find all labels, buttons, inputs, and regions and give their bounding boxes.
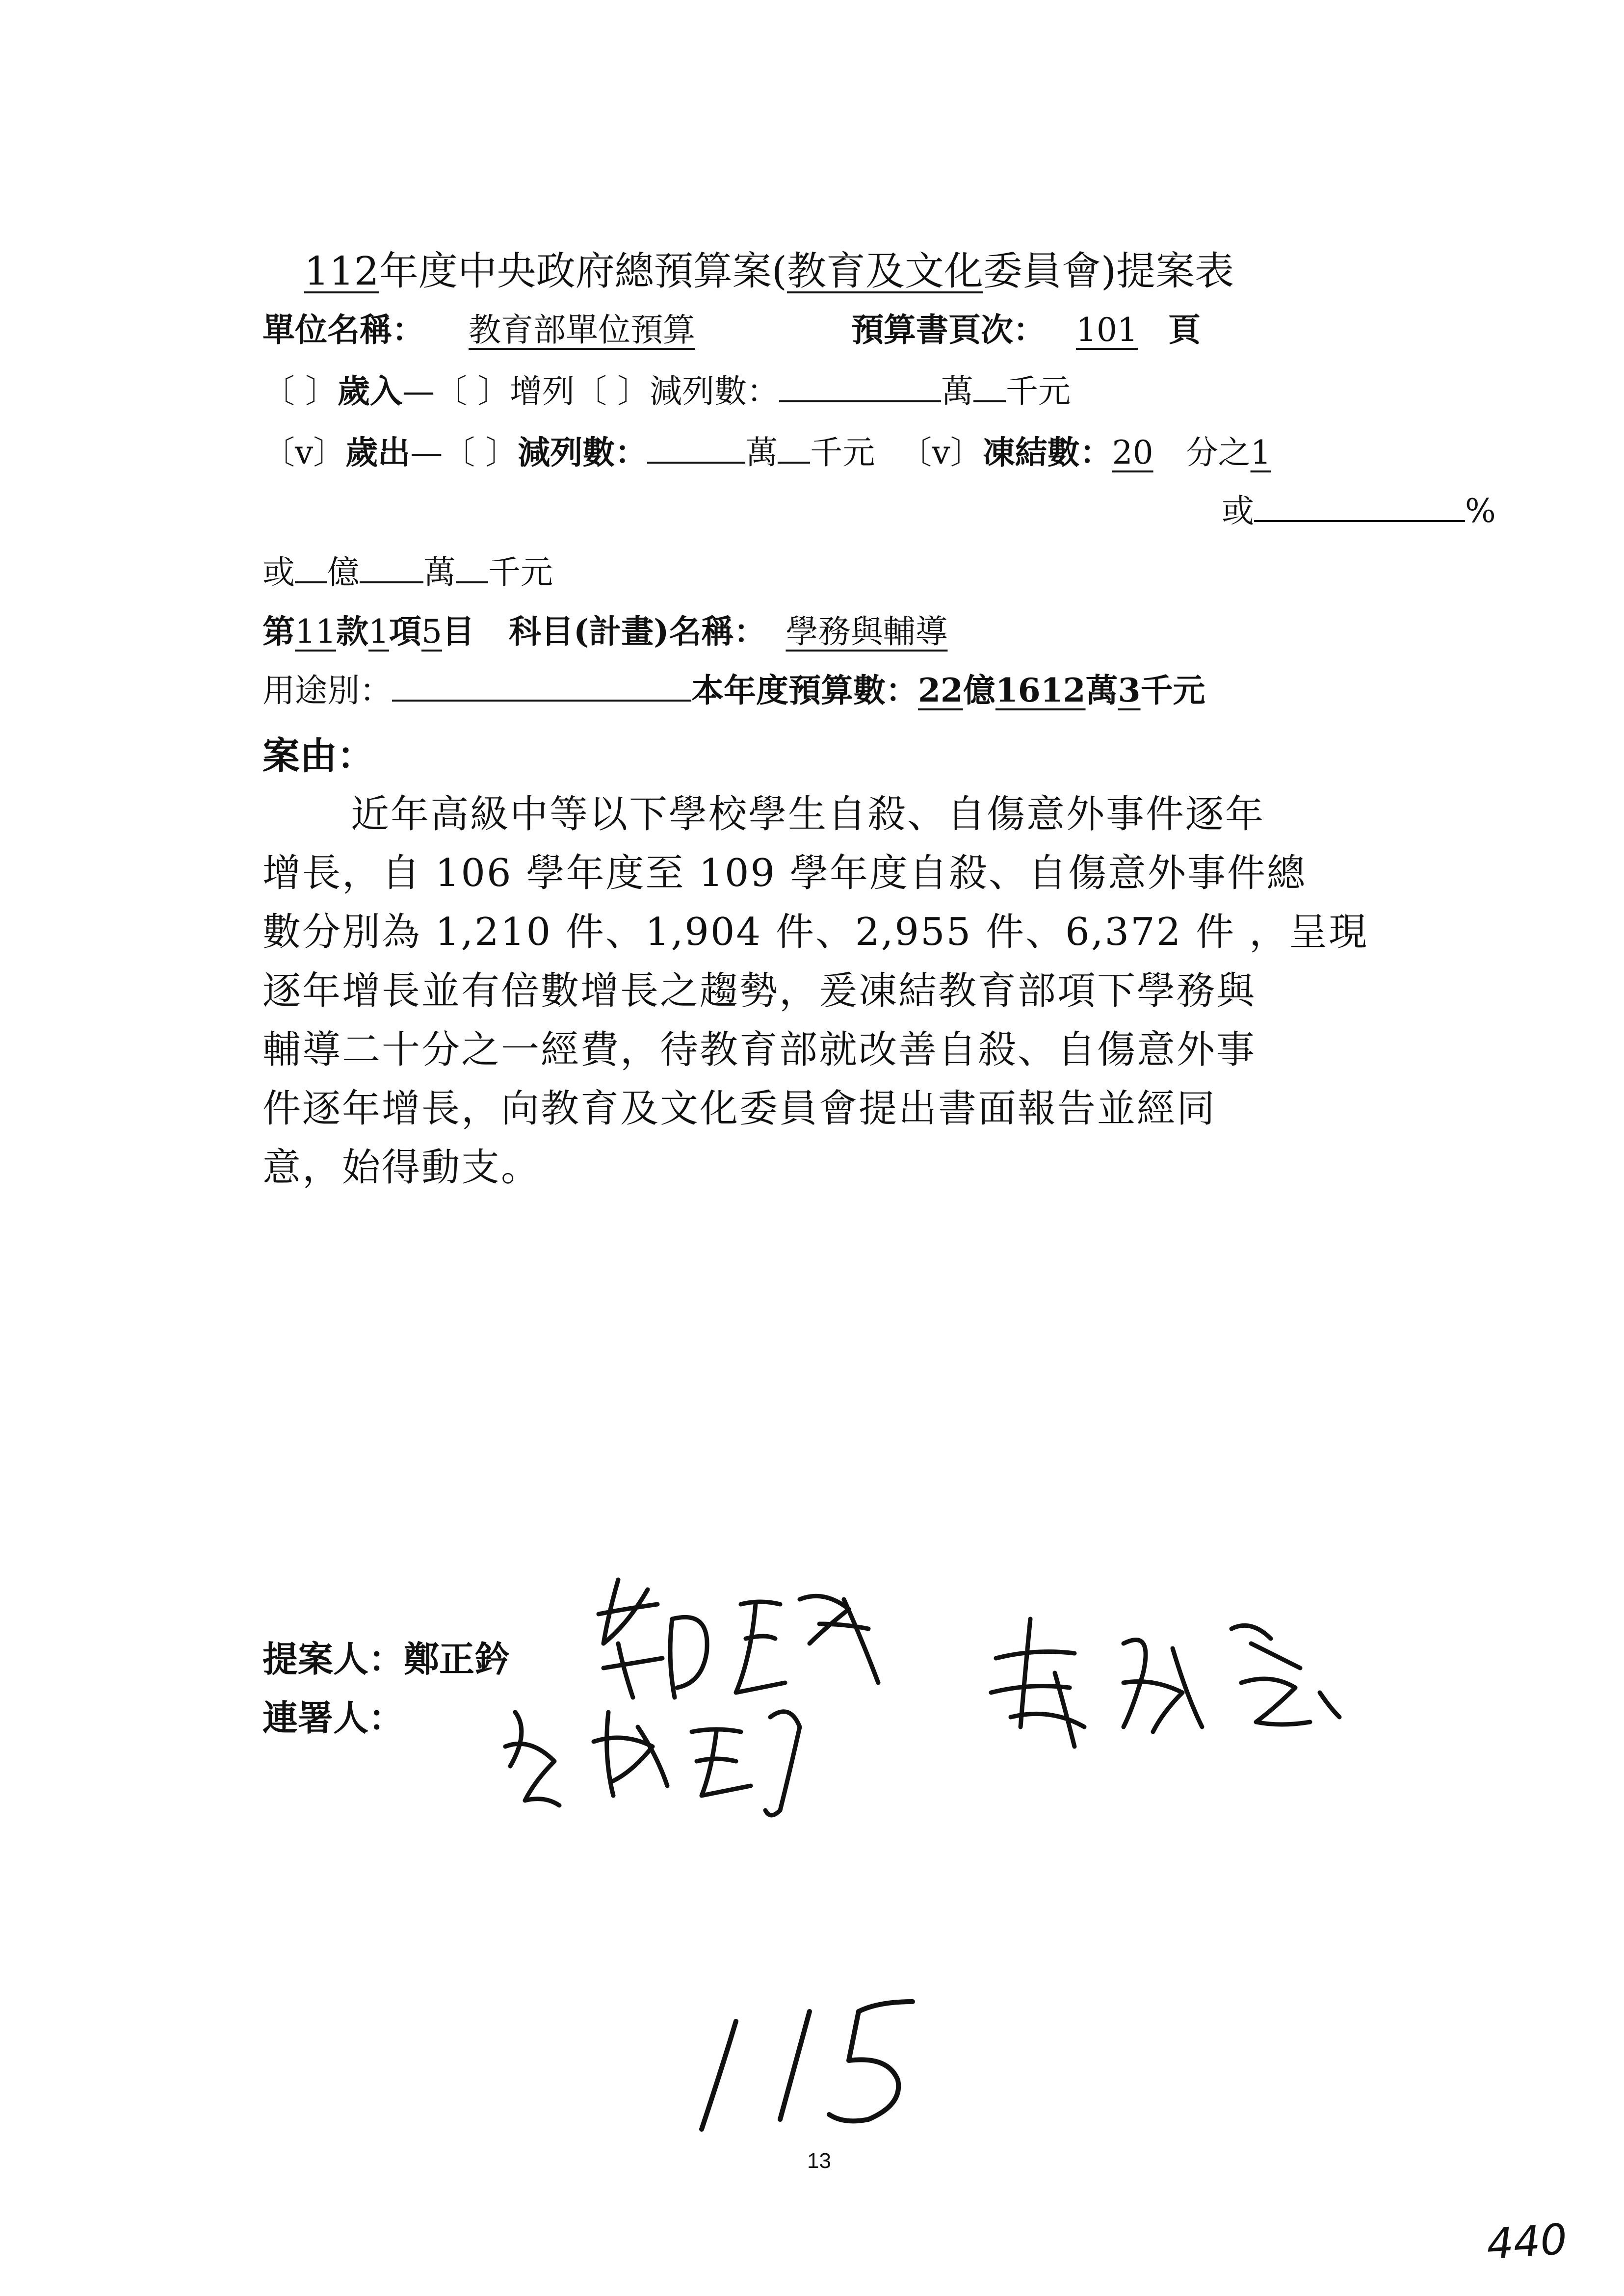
unit-line — [262, 309, 1201, 351]
revenue-qian-blank — [973, 373, 1006, 402]
expenditure-line — [262, 432, 1314, 473]
revenue-decrease-checkbox: 〔 〕 — [574, 372, 650, 410]
budget-label: 本年度預算數： — [691, 671, 918, 709]
unit-value: 教育部單位預算 — [469, 311, 695, 349]
form-title — [304, 239, 1234, 296]
expenditure-decrease-checkbox: 〔 〕 — [443, 434, 518, 471]
amount-yi-label: 億 — [327, 553, 360, 591]
reason-line: 輔導二十分之一經費，待教育部就改善自殺、自傷意外事 — [262, 1028, 1257, 1072]
usage-label: 用途別： — [262, 672, 392, 709]
revenue-increase-label: 增列 — [509, 372, 575, 410]
amount-or-label: 或 — [262, 553, 295, 591]
percent-sign: % — [1465, 492, 1496, 530]
reason-line: 近年高級中等以下學校學生自殺、自傷意外事件逐年 — [351, 792, 1265, 836]
reason-body — [262, 785, 1368, 1197]
corner-number: 440 — [1485, 2215, 1569, 2270]
freeze-checkbox: 〔v〕 — [899, 434, 983, 471]
percent-or-label: 或 — [1222, 492, 1254, 530]
expenditure-label: 歲出 — [345, 433, 411, 471]
amount-qian-label: 千元 — [488, 553, 553, 591]
expenditure-qian-label: 千元 — [810, 434, 875, 471]
revenue-label: 歲入 — [337, 372, 402, 410]
budget-qian-value: 3 — [1118, 671, 1141, 709]
reason-line: 數分別為 1,210 件、1,904 件、2,955 件、6,372 件 ，呈現 — [262, 910, 1368, 954]
proposer-line — [262, 1639, 510, 1680]
revenue-checkbox: 〔 〕 — [262, 372, 338, 410]
revenue-qian-label: 千元 — [1005, 372, 1071, 410]
revenue-increase-checkbox: 〔 〕 — [434, 372, 510, 410]
reason-line: 件逐年增長，向教育及文化委員會提出書面報告並經同 — [262, 1087, 1217, 1131]
handwritten-number — [682, 1982, 937, 2149]
subject-kuan: 11 — [295, 613, 336, 651]
subject-xiang-label: 項 — [389, 612, 421, 651]
expenditure-wan-blank — [647, 434, 745, 464]
subject-mu: 5 — [421, 613, 442, 651]
subject-name-value: 學務與輔導 — [786, 613, 948, 651]
revenue-wan-blank — [779, 373, 941, 402]
page-value: 101 — [1076, 311, 1138, 349]
subject-name-label: 科目(計畫)名稱： — [508, 612, 766, 651]
subject-line — [262, 611, 1060, 652]
expenditure-dash: — — [410, 434, 443, 471]
budget-wan-value: 1612 — [995, 671, 1086, 709]
revenue-wan-label: 萬 — [941, 372, 973, 410]
cosigner-signature — [496, 1683, 849, 1830]
proposer-label: 提案人： — [262, 1638, 404, 1680]
budget-yi-value: 22 — [918, 671, 963, 709]
revenue-decrease-label: 減列數： — [649, 372, 779, 410]
amount-yi-blank — [295, 554, 327, 583]
page-number: 13 — [807, 2149, 831, 2173]
freeze-denominator: 20 — [1112, 434, 1153, 471]
subject-xiang: 1 — [368, 613, 389, 651]
amount-wan-label: 萬 — [423, 553, 456, 591]
title-year: 112 — [304, 248, 379, 294]
budget-wan-label: 萬 — [1085, 671, 1118, 709]
expenditure-decrease-label: 減列數： — [518, 433, 648, 471]
fraction-word: 分之 — [1185, 434, 1251, 471]
subject-di: 第 — [262, 612, 295, 651]
revenue-line — [262, 370, 1071, 412]
usage-blank — [392, 672, 691, 702]
page-label: 預算書頁次： — [851, 311, 1046, 349]
reason-line: 增長，自 106 學年度至 109 學年度自殺、自傷意外事件總 — [262, 851, 1307, 895]
handwritten-number-text — [682, 1982, 683, 1983]
expenditure-checkbox: 〔v〕 — [262, 434, 346, 471]
budget-qian-label: 千元 — [1140, 671, 1205, 709]
cosigner-label: 連署人： — [262, 1697, 404, 1739]
unit-label: 單位名稱： — [262, 311, 424, 349]
revenue-dash: — — [402, 372, 435, 410]
amount-qian-blank — [456, 554, 488, 583]
proposer-name: 鄭正鈐 — [404, 1638, 510, 1680]
page-unit: 頁 — [1168, 311, 1201, 349]
expenditure-wan-label: 萬 — [745, 434, 778, 471]
handwritten-number-drawing — [682, 1982, 937, 2149]
subject-kuan-label: 款 — [336, 612, 368, 651]
amount-line — [262, 552, 553, 593]
title-pre: 年度中央政府總預算案( — [379, 248, 787, 294]
reason-label: 案由： — [262, 734, 374, 778]
subject-mu-label: 目 — [442, 612, 474, 651]
freeze-numerator: 1 — [1250, 434, 1271, 471]
amount-wan-blank — [360, 554, 423, 583]
expenditure-qian-blank — [778, 434, 810, 464]
percent-line — [1222, 491, 1496, 532]
freeze-label: 凍結數： — [982, 433, 1112, 471]
cosigner-signature — [976, 1599, 1359, 1761]
budget-yi-label: 億 — [963, 671, 995, 709]
percent-blank — [1254, 493, 1465, 522]
reason-line: 逐年增長並有倍數增長之趨勢，爰凍結教育部項下學務與 — [262, 969, 1257, 1013]
reason-line: 意，始得動支。 — [262, 1146, 541, 1190]
title-post: 委員會)提案表 — [983, 248, 1234, 294]
title-committee: 教育及文化 — [786, 248, 983, 294]
usage-line — [262, 670, 1205, 711]
